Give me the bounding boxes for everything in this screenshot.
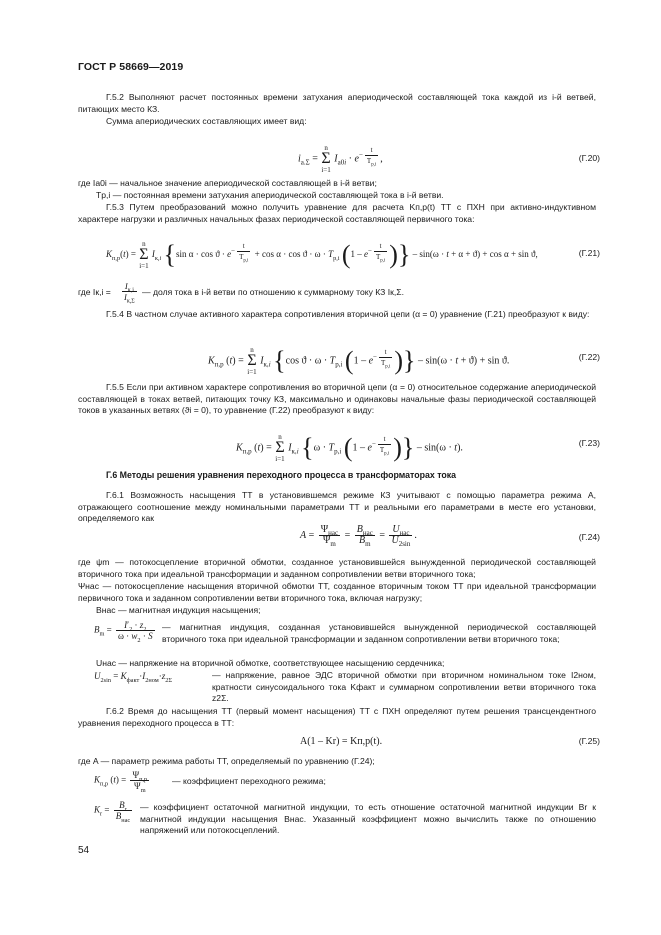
paragraph-where-a: где A — параметр режима работы ТТ, определяемый по уравнению (Г.24); xyxy=(78,756,375,766)
paragraph-where-kr: — коэффициент остаточной магнитной индукции, то есть отношение остаточной магнитной индукции Br к магнитной индукции насыщения Bнас. Указанный коэффициент можно вычислить также по отношению напряжений или потокосцеплений. xyxy=(140,802,596,836)
paragraph-where-ia0: где Iа0i — начальное значение апериодической составляющей в i-й ветви; xyxy=(78,178,377,188)
paragraph-g61: Г.6.1 Возможность насыщения ТТ в установившемся режиме КЗ учитывают с помощью параметра режима A, отражающего соотношение между номинальными параметрами ТТ и реальными его параметрами в месте его установки, определяемого как xyxy=(78,490,596,524)
paragraph-where-bm: — магнитная индукция, созданная установившейся вынужденной периодической составляющей вторичного тока при идеальной трансформации и заданном сопротивлении ветви вторичного тока; xyxy=(162,622,596,644)
equation-g23: $K_{п,р}$ (t) = n Σ i=1 $I_{к,i}$ {$\omega \cdot T_{р,i}$ (1 – e− t $T_{р,i}$ )} – sin(ω · t). xyxy=(236,433,463,463)
fraction-ik: $I_{к,i}$ $I_{к,\Sigma}$ xyxy=(124,281,135,305)
formula-kr: $K_r$ = $B_r$ $B_{нас}$ xyxy=(94,800,131,824)
formula-bm: $B_m$ = $\frac{I'_2 \cdot z_2}{\omega \cdot w_2 \cdot S}$ xyxy=(94,620,153,644)
formula-kpr: $K_{п,р}$ (t) = $\Psi_{п,р}$ $\Psi_m$ xyxy=(94,770,148,794)
equation-g22: $K_{п,р}$ (t) = n Σ i=1 $I_{к,i}$ {cos $ϑ \cdot \omega \cdot T_{р,i}$ (1 – e− t $T_{р,i}$ )} – sin(ω · t + ϑ) + sin ϑ. xyxy=(208,346,510,376)
equation-number-g21: (Г.21) xyxy=(578,248,600,258)
document-header: ГОСТ Р 58669—2019 xyxy=(78,61,184,73)
paragraph-where-psim: где ψm — потокосцепление вторичной обмотки, созданное установившейся вынужденной периодической составляющей вторичного тока при идеальной трансформации и заданном сопротивлении ветви вторичного тока; xyxy=(78,557,596,579)
paragraph-where-unas: Uнас — напряжение на вторичной обмотке, соответствующее насыщению сердечника; xyxy=(96,658,445,668)
paragraph-g52: Г.5.2 Выполняют расчет постоянных времени затухания апериодической составляющей тока каждой из i-й ветвей, питающих место КЗ. xyxy=(78,92,596,114)
paragraph-g54: Г.5.4 В частном случае активного характера сопротивления вторичной цепи (α = 0) уравнение (Г.21) преобразуют к виду: xyxy=(106,309,590,319)
paragraph-g55: Г.5.5 Если при активном характере сопротивления во вторичной цепи (α = 0) относительное содержание апериодической составляющей в токах ветвей, питающих точку КЗ, максимально и одинаковы начальные фазы периодической составляющей токов в указанных ветвях (ϑi = 0), то уравнение (Г.22) преобразуют к виду: xyxy=(78,382,596,416)
equation-g20: $i_{а.\Sigma} = n$ Σ i=1 $I_{а0i} \cdot e-$ t $T_{р,i}$ , xyxy=(298,144,383,174)
equation-number-g25: (Г.25) xyxy=(578,736,600,746)
paragraph-where-ik-prefix: где Iк,i = xyxy=(78,287,111,297)
equation-g24: A = $\Psi_{нас}$ $\Psi_m$ = $B_{нас}$ $B_m$ = $U_{нас}$ $U_{2sin}$ . xyxy=(300,524,417,548)
paragraph-where-bnas: Bнас — магнитная индукция насыщения; xyxy=(96,605,261,615)
page-number: 54 xyxy=(78,845,90,856)
section-heading-g6: Г.6 Методы решения уравнения переходного процесса в трансформаторах тока xyxy=(106,470,457,480)
paragraph-g53: Г.5.3 Путем преобразований можно получить уравнение для расчета Kп,р(t) ТТ с ПХН при активно-индуктивном характере нагрузки и различных начальных фазах периодической составляющей первичного тока: xyxy=(78,202,596,224)
equation-number-g23: (Г.23) xyxy=(578,438,600,448)
paragraph-where-kpr: — коэффициент переходного режима; xyxy=(172,776,326,786)
paragraph-where-ik: — доля тока в i-й ветви по отношению к суммарному току КЗ Iк,Σ. xyxy=(142,287,404,297)
paragraph-where-psinas: Ψнас — потокосцепление насыщения вторичной обмотки ТТ, созданное вторичным током ТТ при идеальной трансформации первичного тока и заданном сопротивлении ветви вторичного тока, включая нагрузку; xyxy=(78,581,596,603)
formula-u2sin: $U_{2sin} = K_{факт}\cdot I_{2ном}\cdot z_{2\Sigma}$ xyxy=(94,671,173,684)
equation-number-g24: (Г.24) xyxy=(578,532,600,542)
equation-number-g20: (Г.20) xyxy=(578,153,600,163)
paragraph-g52-sum: Сумма апериодических составляющих имеет вид: xyxy=(106,116,307,126)
equation-g25: A(1 – Kr) = Kп,р(t). xyxy=(300,736,383,747)
equation-g21: $K_{п,р}(t) = n$ Σ i=1 $I_{к,i}$ {sin α · cos ϑ · e− t $T_{р,i}$ + $\cos \alpha \cdot \cos ϑ \cdot \omega \cdot T_{р,i}$ (1 – e− t $T_{р,i}$ )} – sin(ω · t + α + ϑ) + cos α + sin ϑ, xyxy=(106,240,538,270)
paragraph-g62: Г.6.2 Время до насыщения ТТ (первый момент насыщения) ТТ с ПХН определяют путем решения трансцендентного уравнения переходного процесса в ТТ: xyxy=(78,706,596,728)
paragraph-where-u2sin: — напряжение, равное ЭДС вторичной обмотки при вторичном номинальном токе I2ном, кратности синусоидального тока Kфакт и суммарном сопротивлении ветви вторичного тока z2Σ. xyxy=(212,670,596,704)
paragraph-where-tp: Tр,i — постоянная времени затухания апериодической составляющей тока в i-й ветви. xyxy=(96,190,444,200)
equation-number-g22: (Г.22) xyxy=(578,352,600,362)
